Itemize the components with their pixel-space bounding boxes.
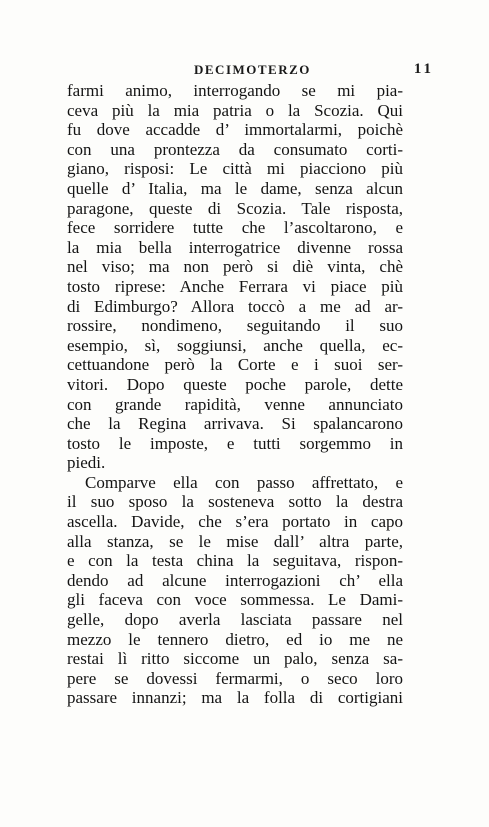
text-line: rossire, nondimeno, seguitando il suo xyxy=(67,316,403,336)
text-line: vitori. Dopo queste poche parole, dette xyxy=(67,374,403,394)
text-line: farmi animo, interrogando se mi pia- xyxy=(67,81,403,100)
paragraph-start-line: Comparve ella con passo affrettato, e xyxy=(85,472,403,492)
text-line: ceva più la mia patria o la Scozia. Qui xyxy=(67,100,403,120)
text-line: quelle d’ Italia, ma le dame, senza alcun xyxy=(67,178,403,198)
text-line: restai lì ritto siccome un palo, senza sa- xyxy=(67,649,403,669)
text-line: paragone, queste di Scozia. Tale risposta, xyxy=(67,198,403,218)
text-line: ascella. Davide, che s’era portato in capo xyxy=(67,512,403,532)
text-line: cettuandone però la Corte e i suoi ser- xyxy=(67,355,403,375)
text-line: il suo sposo la sosteneva sotto la destra xyxy=(67,492,403,512)
text-line: con una prontezza da consumato corti- xyxy=(67,139,403,159)
text-line: dendo ad alcune interrogazioni ch’ ella xyxy=(67,570,403,590)
text-line: con grande rapidità, venne annunciato xyxy=(67,394,403,414)
running-header xyxy=(64,62,434,82)
paragraph-end-line: piedi. xyxy=(67,453,106,473)
text-line: gelle, dopo averla lasciata passare nel xyxy=(67,610,403,630)
text-line: che la Regina arrivava. Si spalancarono xyxy=(67,414,403,434)
text-line: giano, risposi: Le città mi piacciono più xyxy=(67,159,403,179)
text-line: esempio, sì, soggiunsi, anche quella, ec- xyxy=(67,335,403,355)
text-line: mezzo le tennero dietro, ed io me ne xyxy=(67,629,403,649)
text-line: e con la testa china la seguitava, rispon- xyxy=(67,551,403,571)
text-line: fu dove accadde d’ immortalarmi, poichè xyxy=(67,120,403,140)
text-line: la mia bella interrogatrice divenne rossa xyxy=(67,237,403,257)
text-line: pere se dovessi fermarmi, o seco loro xyxy=(67,668,403,688)
running-title: DECIMOTERZO xyxy=(194,62,311,77)
text-line: tosto riprese: Anche Ferrara vi piace più xyxy=(67,276,403,296)
page-number: 11 xyxy=(413,61,434,77)
body-text xyxy=(67,81,403,708)
text-line: gli faceva con voce sommessa. Le Dami- xyxy=(67,590,403,610)
text-line: di Edimburgo? Allora toccò a me ad ar- xyxy=(67,296,403,316)
text-line: fece sorridere tutte che l’ascoltarono, e xyxy=(67,218,403,238)
text-line: tosto le imposte, e tutti sorgemmo in xyxy=(67,433,403,453)
text-line: alla stanza, se le mise dall’ altra parte, xyxy=(67,531,403,551)
text-line: nel viso; ma non però si diè vinta, chè xyxy=(67,257,403,277)
text-line: passare innanzi; ma la folla di cortigiani xyxy=(67,688,403,708)
